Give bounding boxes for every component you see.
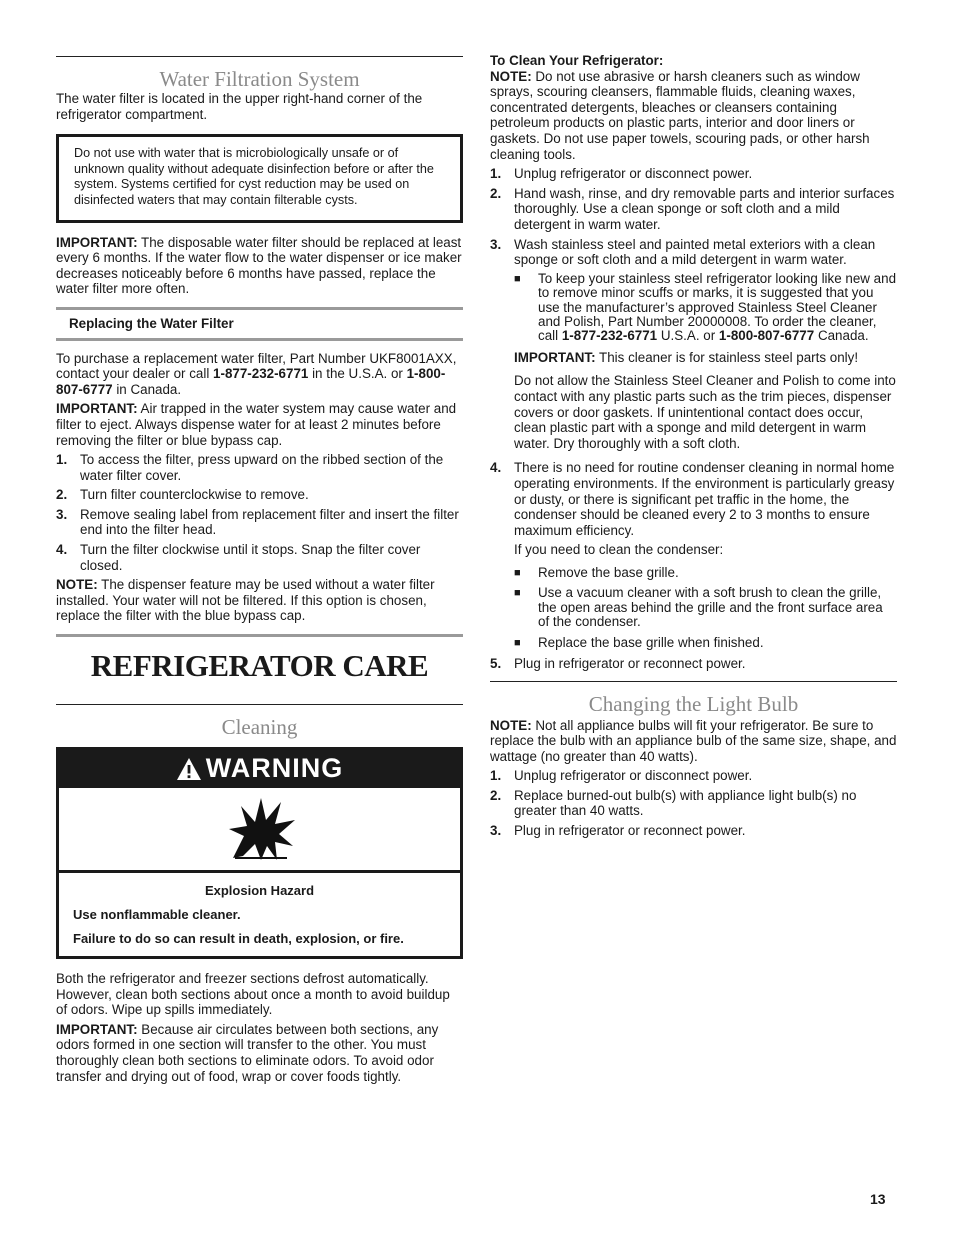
list-item: 3. Plug in refrigerator or reconnect power.	[490, 823, 746, 839]
bulb-note: NOTE: Not all appliance bulbs will fit your refrigerator. Be sure to replace the bulb with an appliance bulb of the same size, shape, and wattage (no greater than 40 watts).	[490, 717, 897, 764]
cleaning-rule	[56, 704, 463, 705]
water-safety-text: Do not use with water that is microbiologically unsafe or of unknown quality without adequate disinfection before or after the system. Systems certified for cyst reduction may be used on disinfected waters that may contain filterable cysts.	[74, 146, 434, 207]
air-trapped-note: IMPORTANT: Air trapped in the water system may cause water and filter to eject. Always dispense water for at least 2 minutes before removing the filter or blue bypass cap.	[56, 401, 457, 448]
plastic-contact-text: Do not allow the Stainless Steel Cleaner and Polish to come into contact with any plastic parts such as the trim pieces, dispenser covers or door gaskets. If unintentional contact does occur, clean plastic part with a sponge and mild detergent in warm water. Dry thoroughly with a soft cloth.	[514, 373, 896, 451]
defrost-text: Both the refrigerator and freezer sections defrost automatically. However, clean both sections about once a month to avoid buildup of odors. Wipe up spills immediately.	[56, 971, 450, 1018]
page-number: 13	[870, 1191, 886, 1207]
condenser-intro: If you need to clean the condenser:	[514, 542, 724, 558]
page-title: REFRIGERATOR CARE	[90, 648, 429, 684]
clean-refrigerator-heading: To Clean Your Refrigerator:	[490, 53, 664, 68]
condenser-bullets	[514, 566, 897, 650]
bypass-note: NOTE: The dispenser feature may be used without a water filter installed. Your water will not be filtered. If this option is chosen, replace the filter with the blue bypass cap.	[56, 577, 435, 624]
warning-box	[56, 747, 463, 959]
condenser-steps	[490, 460, 897, 671]
list-item: 3. Wash stainless steel and painted metal exteriors with a clean sponge or soft cloth and a mild detergent in warm water. ■ To keep your stainless steel refrigerator looking like new and to remove minor scuffs or marks, it is suggested that you use the manufacturer’s approved Stainless Steel Cleaner and Polish, Part Number 20000008. To order the cleaner, call 1-877-232-6771 U.S.A. or 1-800-807-6777 Canada. IMPORTANT: This cleaner is for stainless steel parts only! Do not allow the Stainless Steel Cleaner and Polish to come into contact with any plastic parts such as the trim pieces, dispenser covers or door gaskets. If unintentional contact does occur, clean plastic part with a sponge and mild detergent in warm water. Dry thoroughly with a soft cloth.	[490, 236, 897, 451]
stainless-important-note: IMPORTANT: This cleaner is for stainless steel parts only!	[514, 349, 859, 365]
top-rule	[56, 56, 463, 57]
list-item: 3. Remove sealing label from replacement filter and insert the filter end into the filter head.	[56, 506, 459, 538]
list-item: ■ To keep your stainless steel refrigerator looking like new and to remove minor scuffs or marks, it is suggested that you use the manufacturer’s approved Stainless Steel Cleaner and Polish, Part Number 20000008. To order the cleaner, call 1-877-232-6771 U.S.A. or 1-800-807-6777 Canada.	[514, 270, 897, 344]
list-item: 4. Turn the filter clockwise until it stops. Snap the filter cover closed.	[56, 542, 421, 573]
left-column	[56, 0, 463, 1084]
hazard-consequence: Failure to do so can result in death, explosion, or fire.	[73, 931, 404, 947]
list-item: 1. Unplug refrigerator or disconnect power.	[490, 166, 753, 182]
list-item: 1. Unplug refrigerator or disconnect power.	[490, 768, 753, 784]
water-filter-intro: The water filter is located in the upper right-hand corner of the refrigerator compartment.	[56, 91, 423, 122]
explosion-icon	[227, 796, 299, 862]
stainless-bullets	[514, 272, 897, 344]
warning-label: WARNING	[205, 753, 344, 784]
purchase-filter-text: To purchase a replacement water filter, Part Number UKF8001AXX, contact your dealer or call 1-877-232-6771 in the U.S.A. or 1-800-807-6777 in Canada.	[56, 350, 457, 397]
list-item: 2. Replace burned-out bulb(s) with appliance light bulb(s) no greater than 40 watts.	[490, 787, 857, 819]
cleaning-heading: Cleaning	[221, 715, 298, 740]
hazard-title: Explosion Hazard	[204, 883, 315, 899]
list-item: ■ Replace the base grille when finished.	[514, 634, 764, 650]
list-item: 5. Plug in refrigerator or reconnect power.	[490, 655, 746, 671]
light-bulb-heading: Changing the Light Bulb	[588, 691, 799, 716]
filter-important-note: IMPORTANT: The disposable water filter should be replaced at least every 6 months. If the water flow to the water dispenser or ice maker decreases noticeably before 6 months have passed, replace the water filter more often.	[56, 234, 462, 297]
section-divider	[56, 634, 463, 637]
hazard-instruction: Use nonflammable cleaner.	[73, 907, 241, 923]
list-item: 2. Hand wash, rinse, and dry removable parts and interior surfaces thoroughly. Use a clean sponge or soft cloth and a mild detergent in warm water.	[490, 185, 895, 232]
list-item: ■ Use a vacuum cleaner with a soft brush to clean the grille, the open areas behind the grille and the front surface area of the condenser.	[514, 585, 883, 630]
explosion-icon-row	[59, 788, 460, 873]
replacing-filter-heading: Replacing the Water Filter	[56, 307, 463, 341]
right-column	[490, 53, 897, 839]
warning-text	[59, 873, 460, 956]
list-item: ■ Remove the base grille.	[514, 564, 679, 580]
warning-header	[59, 750, 460, 788]
replace-filter-steps	[56, 452, 463, 573]
warning-triangle-icon	[176, 757, 202, 781]
cleaner-note: NOTE: Do not use abrasive or harsh cleaners such as window sprays, scouring cleansers, flammable fluids, cleaning waxes, concentrated detergents, bleaches or cleansers containing petroleum products on plastic parts, interior and door liners or gaskets. Do not use paper towels, scouring pads, or other harsh cleaning tools.	[490, 68, 870, 162]
bulb-steps	[490, 768, 897, 838]
list-item: 4. There is no need for routine condenser cleaning in normal home operating environments. If the environment is particularly greasy or dusty, or there is significant pet traffic in the home, the condenser should be cleaned every 2 to 3 months to ensure maximum efficiency. If you need to clean the condenser: ■ Remove the base grille. ■ Use a vacuum cleaner with a soft brush to clean the grille, the open areas behind the grille and the front surface area of the condenser. ■ Replace the base grille when finished.	[490, 460, 897, 650]
list-item: 1. To access the filter, press upward on the ribbed section of the water filter cover.	[56, 452, 444, 483]
cleaning-steps	[490, 166, 897, 451]
water-filtration-heading: Water Filtration System	[159, 67, 360, 91]
bulb-rule	[490, 681, 897, 682]
odor-important-note: IMPORTANT: Because air circulates between both sections, any odors formed in one section will transfer to the other. You must thoroughly clean both sections to eliminate odors. To avoid odor transfer and drying out of food, wrap or cover foods tightly.	[56, 1021, 439, 1084]
list-item: 2. Turn filter counterclockwise to remove.	[56, 487, 309, 503]
water-safety-box	[56, 134, 463, 222]
